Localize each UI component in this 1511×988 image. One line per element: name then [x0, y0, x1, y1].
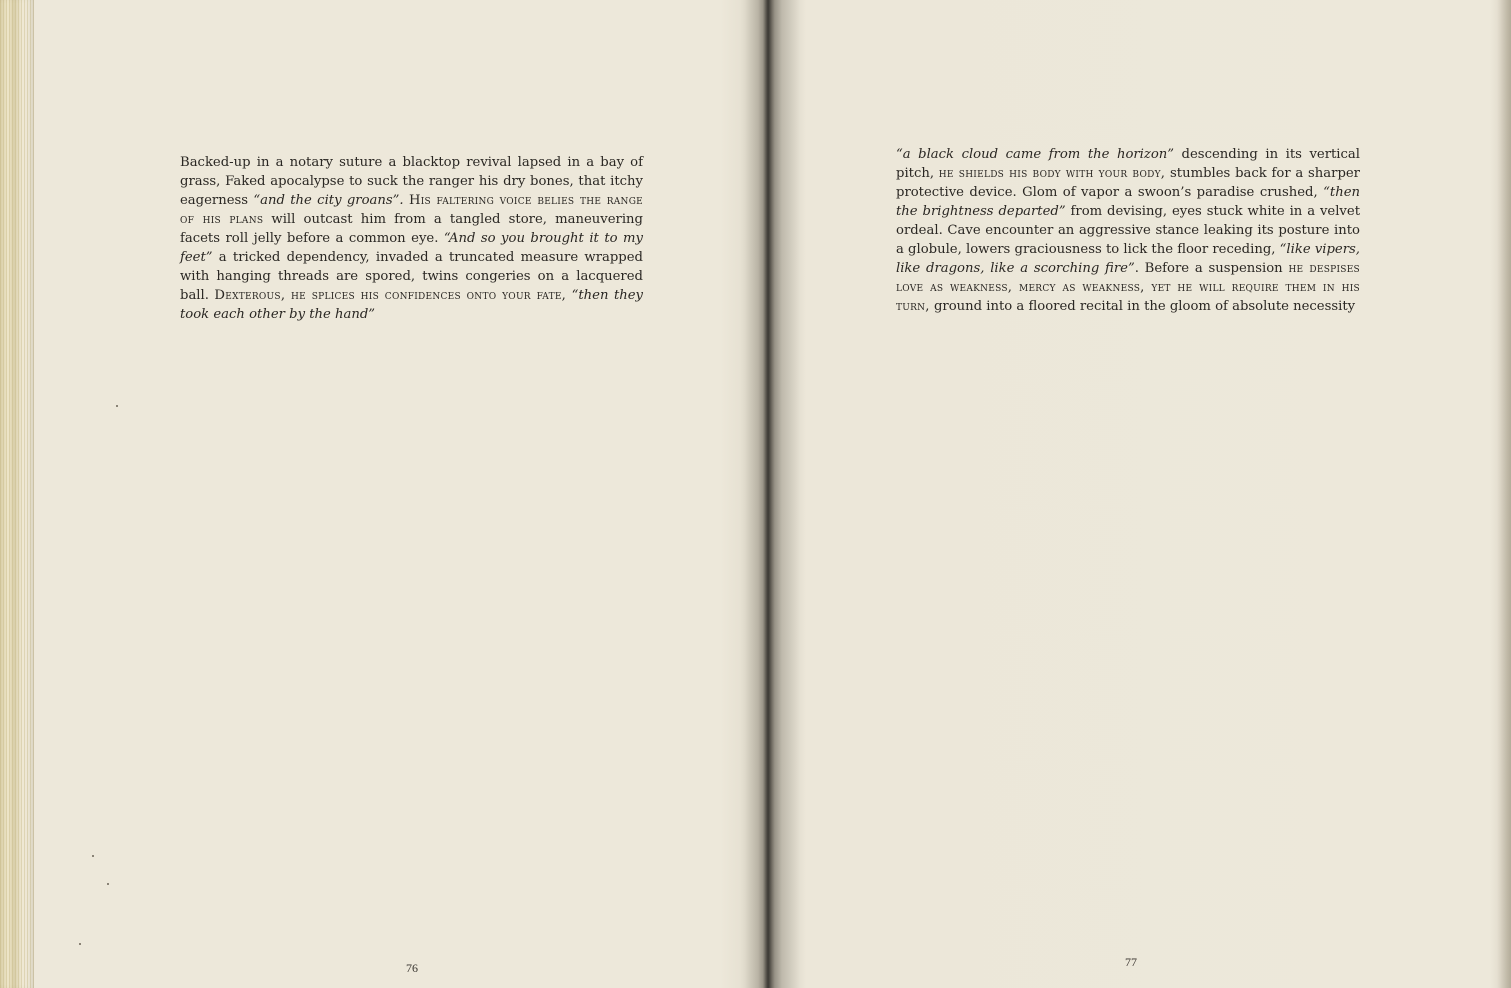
page-number-left: 76 — [406, 961, 418, 975]
paper-speck — [79, 943, 81, 945]
text-run: will outcast him from a tangled store, maneuvering facets roll jelly before a common eye. — [180, 212, 643, 246]
right-page-paragraph — [896, 145, 1360, 316]
italic-quote: “And so you brought it to my feet” — [180, 231, 643, 265]
text-run: from devising, eyes stuck white in a velvet ordeal. Cave encounter an aggressive stance leaking its posture into a globule, lowers graciousness to lick the floor receding, — [896, 204, 1360, 257]
italic-quote: “like vipers, like dragons, like a scorching fire” — [896, 242, 1361, 276]
page-edges-left — [0, 0, 34, 988]
italic-quote: “a black cloud came from the horizon” — [896, 147, 1175, 162]
text-run: Backed-up in a notary suture a blacktop revival lapsed in a bay of grass, Faked apocalypse to suck the ranger his dry bones, that itchy eagerness — [180, 155, 643, 208]
text-run: a tricked dependency, invaded a truncated measure wrapped with hanging threads are spored, twins congeries on a lacquered ball. — [180, 250, 643, 303]
smallcaps-phrase: His faltering voice belies the range of his plans — [180, 193, 643, 227]
italic-quote: “then they took each other by the hand” — [180, 288, 643, 322]
paper-speck — [116, 405, 118, 407]
smallcaps-phrase: Dexterous, he splices his confidences onto your fate, — [214, 288, 567, 303]
text-run: . Before a suspension — [1134, 261, 1289, 276]
italic-quote: “and the city groans”. — [253, 193, 404, 208]
page-edges-right — [1497, 0, 1511, 988]
book-gutter — [740, 0, 800, 988]
smallcaps-phrase: he despises love as weakness, mercy as weakness, yet he will require them in his turn, — [896, 261, 1360, 314]
text-run: descending in its vertical pitch, — [896, 147, 1360, 181]
italic-quote: “then the brightness departed” — [896, 185, 1360, 219]
smallcaps-phrase: he shields his body with your body, — [938, 166, 1166, 181]
text-run: stumbles back for a sharper protective device. Glom of vapor a swoon’s paradise crushed, — [896, 166, 1360, 200]
text-run: ground into a floored recital in the gloom of absolute necessity — [929, 299, 1356, 314]
paper-speck — [107, 883, 109, 885]
left-page-paragraph — [180, 153, 643, 324]
paper-speck — [92, 855, 94, 857]
page-number-right: 77 — [1125, 955, 1137, 969]
